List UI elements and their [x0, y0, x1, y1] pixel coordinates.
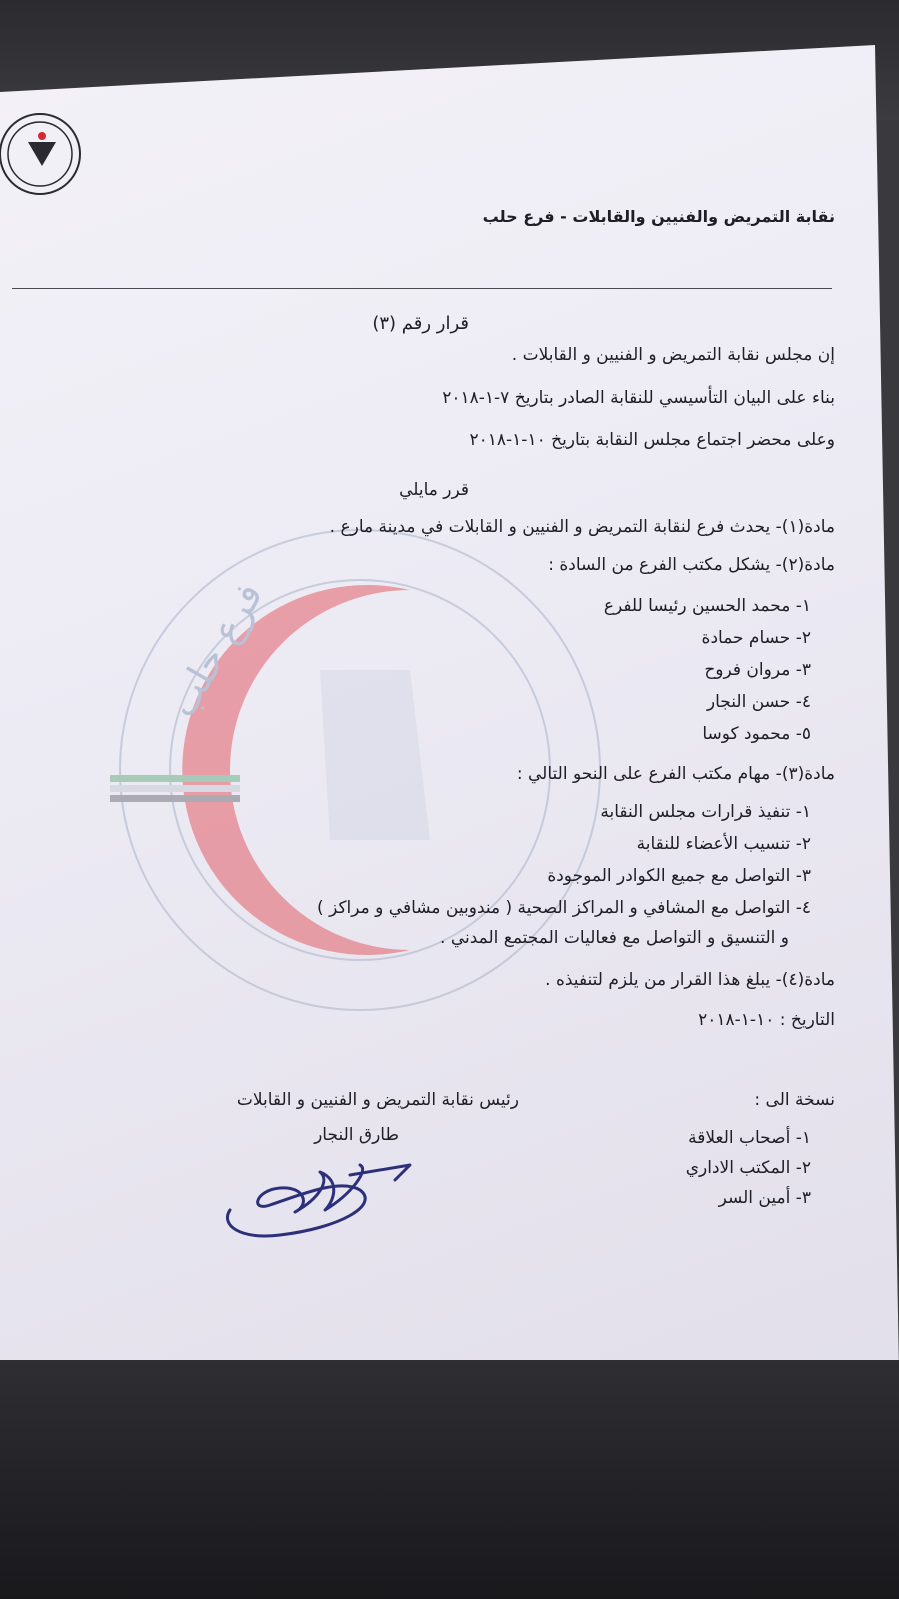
task-item-continuation: و التنسيق و التواصل مع فعاليات المجتمع المدني . — [440, 928, 789, 948]
task-item: ٢- تنسيب الأعضاء للنقابة — [636, 834, 811, 854]
member-item: ١- محمد الحسين رئيسا للفرع — [603, 596, 811, 616]
intro-line: وعلى محضر اجتماع مجلس النقابة بتاريخ ١٠-١-٢٠١٨ — [469, 430, 835, 450]
copy-recipient: ١- أصحاب العلاقة — [688, 1128, 811, 1148]
copy-recipient: ٣- أمين السر — [718, 1188, 811, 1208]
copy-recipient: ٢- المكتب الاداري — [685, 1158, 811, 1178]
member-item: ٣- مروان فروح — [704, 660, 811, 680]
signature-icon — [210, 1150, 430, 1245]
signatory-title: رئيس نقابة التمريض و الفنيين و القابلات — [236, 1090, 519, 1110]
article-3: مادة(٣)- مهام مكتب الفرع على النحو التالي : — [516, 764, 835, 784]
header-divider — [12, 288, 832, 289]
task-item: ٣- التواصل مع جميع الكوادر الموجودة — [547, 866, 811, 886]
member-item: ٥- محمود كوسا — [702, 724, 811, 744]
task-item: ١- تنفيذ قرارات مجلس النقابة — [600, 802, 811, 822]
header-title: نقابة التمريض والفنيين والقابلات - فرع حلب — [482, 207, 835, 226]
seal-text: فرع حلب — [159, 574, 272, 725]
member-item: ٤- حسن النجار — [706, 692, 811, 712]
copies-title: نسخة الى : — [754, 1090, 835, 1110]
article-2: مادة(٢)- يشكل مكتب الفرع من السادة : — [548, 555, 835, 575]
syndicate-logo-icon — [0, 108, 86, 200]
resolved-heading: قرر مايلي — [399, 480, 469, 500]
decision-title: قرار رقم (٣) — [372, 313, 469, 334]
member-item: ٢- حسام حمادة — [701, 628, 811, 648]
signatory-name: طارق النجار — [314, 1125, 399, 1145]
task-item: ٤- التواصل مع المشافي و المراكز الصحية ( مندوبين مشافي و مراكز ) — [317, 898, 811, 918]
decision-date: التاريخ : ١٠-١-٢٠١٨ — [698, 1010, 835, 1030]
article-4: مادة(٤)- يبلغ هذا القرار من يلزم لتنفيذه . — [545, 970, 835, 990]
background-dark-bottom — [0, 1360, 899, 1599]
intro-line: إن مجلس نقابة التمريض و الفنيين و القابلات . — [511, 345, 835, 365]
intro-line: بناء على البيان التأسيسي للنقابة الصادر بتاريخ ٧-١-٢٠١٨ — [442, 388, 835, 408]
article-1: مادة(١)- يحدث فرع لنقابة التمريض و الفنيين و القابلات في مدينة مارع . — [329, 517, 835, 537]
